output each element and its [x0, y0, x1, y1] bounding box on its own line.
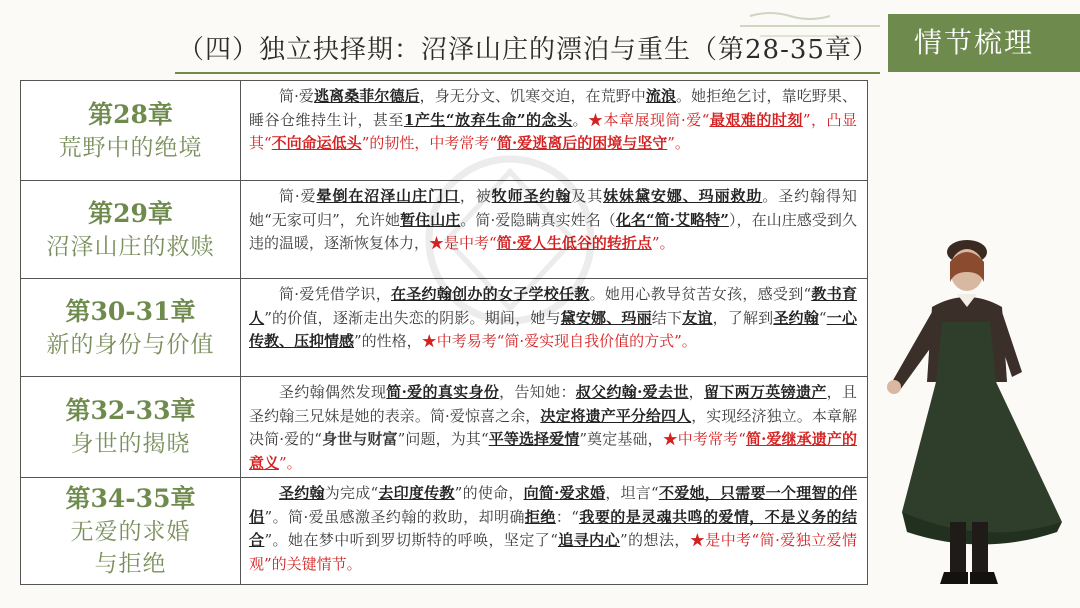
summary-highlight: 拒绝	[524, 507, 556, 526]
summary-highlight: 平等选择爱情	[488, 430, 580, 448]
exam-note-highlight: 最艰难的时刻	[709, 110, 803, 129]
chapter-cell	[21, 478, 241, 584]
chapter-subtitle: 无爱的求婚	[70, 519, 191, 545]
summary-highlight: 留下两万英镑遗产	[703, 383, 827, 401]
summary-text: ，坦言“	[605, 484, 659, 502]
summary-highlight: 我要的是灵魂共鸣的爱情，不是义务的结合	[249, 507, 857, 549]
exam-note: ”，凸显其“	[249, 110, 857, 152]
summary-text: ，了解到	[712, 308, 774, 327]
summary-highlight: 妹妹黛安娜、玛丽救助	[603, 187, 763, 205]
summary-text: ”的性格，	[354, 332, 422, 350]
chapter-number: 第32-33章	[65, 396, 196, 425]
summary-highlight: 圣约翰	[279, 484, 325, 502]
summary-highlight: 晕倒在沼泽山庄门口	[316, 187, 460, 205]
chapter-subtitle: 身世的揭晓	[70, 431, 191, 457]
exam-note-highlight: 简·爱逃离后的困境与坚守	[497, 134, 668, 152]
summary-highlight: 一心传教、压抑情感	[249, 308, 857, 350]
summary-text: ”。她在梦中听到罗切斯特的呼唤，坚定了“	[264, 531, 558, 549]
exam-note: ★中考常考“	[662, 430, 746, 448]
exam-note-highlight: 不向命运低头	[271, 134, 362, 152]
chapter-number: 第30-31章	[65, 296, 196, 326]
summary-highlight: 圣约翰	[773, 308, 819, 327]
exam-note-highlight: 简·爱人生低谷的转折点	[496, 234, 652, 252]
summary-text: “	[818, 308, 827, 327]
summary-text: ”的想法，	[620, 531, 690, 549]
chapter-summary	[249, 482, 857, 580]
table-row	[21, 377, 867, 478]
exam-note: ”。	[651, 234, 675, 252]
summary-highlight: 暂住山庄	[400, 210, 461, 229]
summary-highlight: 牧师圣约翰	[491, 187, 572, 205]
exam-note: ”。	[667, 134, 690, 152]
chapter-number: 第34-35章	[65, 484, 196, 513]
summary-bold: 身世与财富	[321, 430, 398, 448]
exam-note: ”的韧性，中考常考“	[361, 134, 498, 152]
chapter-summary	[249, 381, 857, 473]
summary-text: ，身无分文、饥寒交迫，在荒野中	[419, 87, 646, 105]
summary-highlight: 黛安娜、玛丽	[560, 308, 652, 327]
summary-text: ，被	[459, 187, 492, 205]
summary-highlight: 教书育人	[249, 285, 857, 327]
summary-highlight: 逃离桑菲尔德后	[314, 87, 420, 105]
section-badge: 情节梳理	[888, 14, 1080, 72]
summary-text: 为完成“	[324, 484, 379, 502]
chapter-cell	[21, 181, 241, 278]
summary-text: ”。简·爱虽感激圣约翰的救助，却明确	[264, 507, 525, 526]
exam-note: ★中考易考“简·爱实现自我价值的方式”。	[421, 332, 697, 350]
summary-highlight: 向简·爱求婚	[523, 484, 606, 502]
chapter-subtitle: 荒野中的绝境	[58, 134, 203, 161]
summary-text: 圣约翰偶然发现	[279, 383, 387, 401]
chapter-cell	[21, 377, 241, 477]
summary-text: 。	[572, 110, 589, 129]
summary-text: 。简·爱隐瞒真实姓名（	[460, 210, 616, 229]
summary-text: ”的使命，	[454, 484, 524, 502]
summary-text: ，	[688, 383, 704, 401]
summary-highlight: 决定将遗产平分给四人	[540, 406, 692, 425]
chapter-cell	[21, 81, 241, 180]
summary-text: ”的价值，逐渐走出失恋的阴影。期间，她与	[264, 308, 561, 327]
summary-text: 。圣约翰得知她“无家可归”，允许她	[249, 187, 857, 229]
summary-highlight: 简·爱的真实身份	[386, 383, 500, 401]
summary-text: 及其	[571, 187, 604, 205]
summary-text: ”奠定基础，	[579, 430, 663, 448]
exam-note-highlight: 简·爱继承遗产的意义	[249, 430, 857, 472]
exam-note: ★是中考“	[429, 234, 497, 252]
summary-text: ”问题，为其“	[397, 430, 489, 448]
summary-highlight: 友谊	[682, 308, 713, 327]
summary-text: ，实现经济独立。本章解决简·爱的“	[249, 406, 857, 448]
chapter-number: 第28章	[88, 99, 173, 129]
watermark-emblem-icon	[420, 150, 600, 330]
summary-text: 简·爱	[279, 187, 317, 205]
summary-highlight: 在圣约翰创办的女子学校任教	[390, 285, 590, 303]
chapter-number: 第29章	[88, 198, 173, 228]
table-row	[21, 478, 867, 584]
chapter-subtitle-line2: 与拒绝	[94, 551, 167, 577]
chapter-cell	[21, 279, 241, 376]
figure-illustration-icon	[872, 232, 1072, 602]
chapter-subtitle: 新的身份与价值	[46, 331, 215, 358]
summary-highlight: 化名“简·艾略特”	[615, 210, 729, 229]
summary-highlight: 叔父约翰·爱去世	[575, 383, 689, 401]
exam-note: ”。	[279, 453, 302, 472]
summary-highlight: 去印度传教	[378, 484, 455, 502]
summary-text: ，且圣约翰三兄妹是她的表亲。简·爱惊喜之余，	[249, 383, 857, 425]
summary-text: ：“	[555, 507, 579, 526]
summary-text: 简·爱	[279, 87, 315, 105]
exam-note: ★本章展现简·爱“	[588, 110, 710, 129]
summary-highlight: 流浪	[645, 87, 677, 105]
summary-highlight: 追寻内心	[557, 531, 621, 549]
exam-note: ★是中考“简·爱独立爱情观”的关键情节。	[249, 531, 857, 573]
summary-text: 。她拒绝乞讨，靠吃野果、睡谷仓维持生计，甚至	[249, 87, 857, 129]
page-title: （四）独立抉择期：沼泽山庄的漂泊与重生（第28-35章）	[178, 35, 879, 65]
summary-text: 结下	[651, 308, 683, 327]
summary-highlight: 不爱她，只需要一个理智的伴侣	[249, 484, 857, 526]
chapter-subtitle: 沼泽山庄的救赎	[46, 233, 215, 260]
title-underline	[175, 72, 880, 74]
summary-text: 。她用心教导贫苦女孩，感受到“	[589, 285, 812, 303]
summary-text: 简·爱凭借学识，	[279, 285, 391, 303]
summary-text: ，告知她：	[499, 383, 576, 401]
summary-text: ），在山庄感受到久违的温暖，逐渐恢复体力，	[249, 210, 857, 252]
summary-highlight: 1产生“放弃生命”的念头	[403, 110, 573, 129]
